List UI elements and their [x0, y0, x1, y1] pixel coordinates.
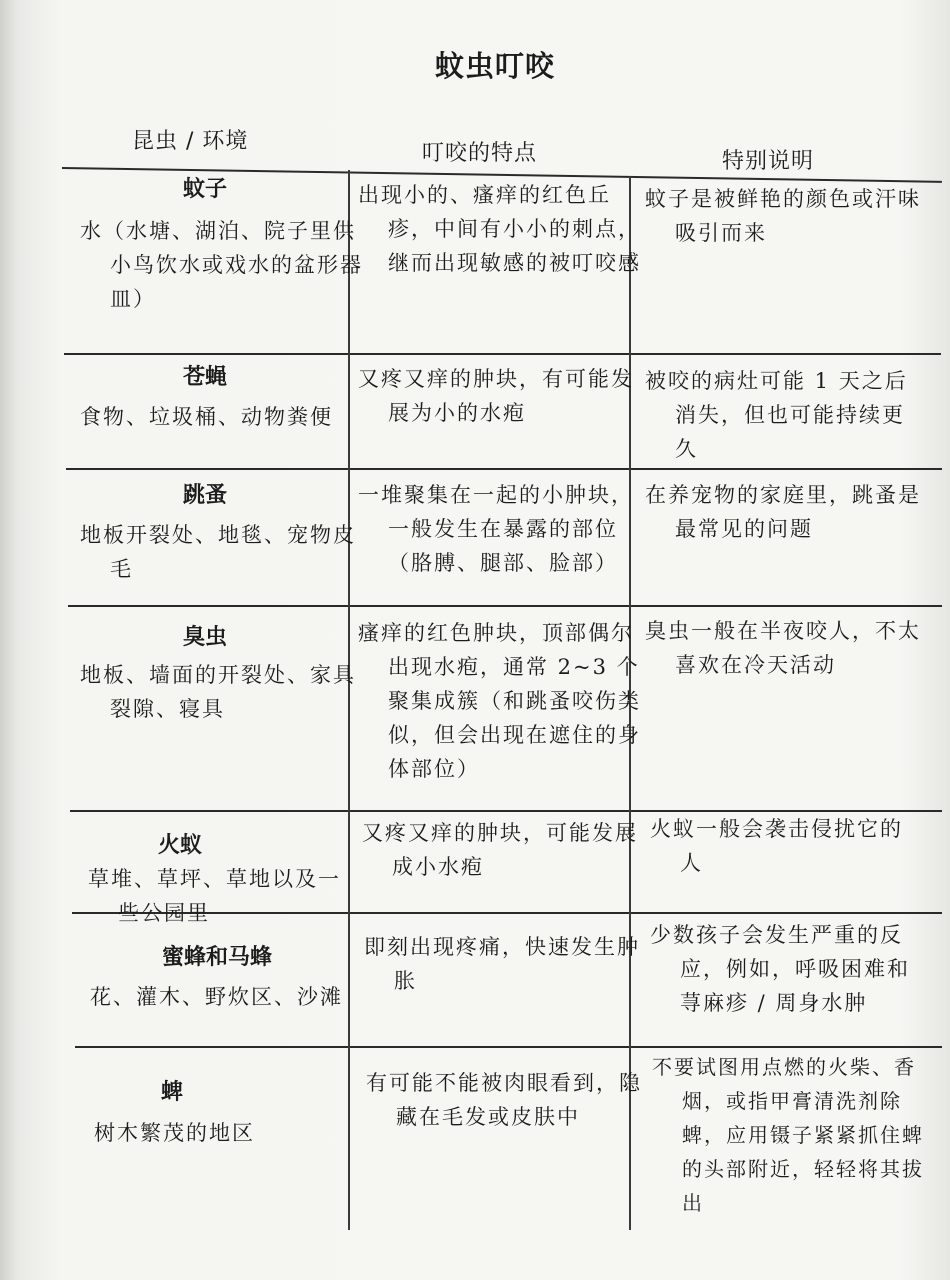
insect-environment: 水（水塘、湖泊、院子里供小鸟饮水或戏水的盆形器皿）	[80, 219, 363, 311]
header-insect-environment: 昆虫 / 环境	[132, 129, 249, 154]
row-divider	[75, 1046, 942, 1048]
bite-characteristics: 出现小的、瘙痒的红色丘疹，中间有小小的刺点，继而出现敏感的被叮咬感	[358, 183, 641, 275]
header-special-notes: 特别说明	[722, 149, 815, 174]
special-note: 蚊子是被鲜艳的颜色或汗味吸引而来	[645, 187, 921, 245]
bite-characteristics: 即刻出现疼痛，快速发生肿胀	[364, 935, 640, 993]
insect-environment: 地板开裂处、地毯、宠物皮毛	[80, 523, 356, 581]
row-divider	[64, 353, 941, 355]
special-note: 在养宠物的家庭里，跳蚤是最常见的问题	[645, 483, 921, 541]
insect-environment: 树木繁茂的地区	[94, 1121, 255, 1145]
insect-name: 跳蚤	[182, 483, 227, 508]
insect-environment: 花、灌木、野炊区、沙滩	[90, 985, 343, 1009]
insect-environment: 食物、垃圾桶、动物粪便	[80, 405, 333, 429]
special-note: 少数孩子会发生严重的反应，例如，呼吸困难和荨麻疹 / 周身水肿	[650, 923, 910, 1015]
insect-environment: 地板、墙面的开裂处、家具裂隙、寝具	[80, 663, 356, 721]
page-title: 蚊虫叮咬	[434, 49, 555, 83]
insect-name: 蜱	[160, 1080, 183, 1105]
insect-name: 臭虫	[182, 625, 227, 650]
special-note: 不要试图用点燃的火柴、香烟，或指甲膏清洗剂除蜱，应用镊子紧紧抓住蜱的头部附近，轻轻将其拔出	[652, 1055, 924, 1215]
insect-environment: 草堆、草坪、草地以及一些公园里	[88, 867, 341, 925]
bite-characteristics: 又疼又痒的肿块，可能发展成小水疱	[362, 821, 638, 879]
insect-name: 蚊子	[182, 177, 227, 202]
special-note: 火蚁一般会袭击侵扰它的人	[650, 817, 903, 875]
bite-characteristics: 有可能不能被肉眼看到，隐藏在毛发或皮肤中	[366, 1071, 642, 1129]
special-note: 被咬的病灶可能 1 天之后消失，但也可能持续更久	[645, 369, 908, 461]
bite-characteristics: 一堆聚集在一起的小肿块，一般发生在暴露的部位（胳膊、腿部、脸部）	[358, 483, 634, 575]
insect-name: 苍蝇	[182, 365, 227, 390]
bite-characteristics: 瘙痒的红色肿块，顶部偶尔出现水疱，通常 2~3 个聚集成簇（和跳蚤咬伤类似，但会出现在遮住的身体部位）	[358, 621, 641, 781]
special-note: 臭虫一般在半夜咬人，不太喜欢在冷天活动	[645, 619, 921, 677]
row-divider	[68, 605, 942, 607]
header-bite-characteristics: 叮咬的特点	[422, 141, 538, 166]
bite-characteristics: 又疼又痒的肿块，有可能发展为小的水疱	[358, 367, 634, 425]
insect-name: 火蚁	[157, 833, 202, 858]
row-divider	[66, 468, 942, 470]
insect-name: 蜜蜂和马蜂	[161, 945, 272, 970]
